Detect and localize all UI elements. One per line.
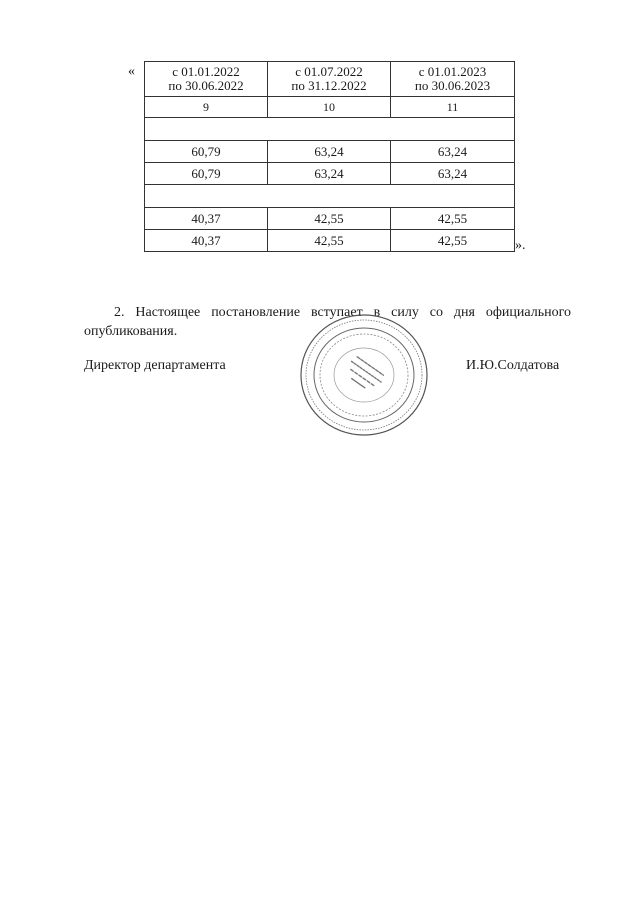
section-separator-row bbox=[145, 118, 515, 141]
closing-quote: ». bbox=[515, 238, 526, 253]
table-row bbox=[145, 208, 515, 230]
value-cell: 60,79 bbox=[145, 141, 268, 163]
column-number: 10 bbox=[268, 97, 391, 118]
separator-cell bbox=[145, 185, 515, 208]
value-cell: 42,55 bbox=[268, 208, 391, 230]
opening-quote: « bbox=[128, 64, 135, 79]
column-number: 11 bbox=[391, 97, 515, 118]
effective-date-paragraph: 2. Настоящее постановление вступает в силу со дня официального опубликования. bbox=[84, 305, 571, 339]
signer-name: И.Ю.Солдатова bbox=[466, 358, 560, 373]
value-cell: 40,37 bbox=[145, 230, 268, 252]
header-cell: с 01.07.2022 по 31.12.2022 bbox=[268, 62, 391, 97]
table-row bbox=[145, 141, 515, 163]
value-cell: 63,24 bbox=[268, 163, 391, 185]
tariff-table bbox=[144, 61, 515, 252]
value-cell: 63,24 bbox=[268, 141, 391, 163]
value-cell: 63,24 bbox=[391, 141, 515, 163]
value-cell: 42,55 bbox=[391, 230, 515, 252]
table-row bbox=[145, 163, 515, 185]
value-cell: 42,55 bbox=[391, 208, 515, 230]
value-cell: 60,79 bbox=[145, 163, 268, 185]
value-cell: 63,24 bbox=[391, 163, 515, 185]
section-separator-row bbox=[145, 185, 515, 208]
table-row bbox=[145, 230, 515, 252]
column-number: 9 bbox=[145, 97, 268, 118]
official-seal-stamp bbox=[298, 312, 430, 438]
column-number-row bbox=[145, 97, 515, 118]
signer-title: Директор департамента bbox=[84, 358, 226, 373]
header-cell: с 01.01.2022 по 30.06.2022 bbox=[145, 62, 268, 97]
header-cell: с 01.01.2023 по 30.06.2023 bbox=[391, 62, 515, 97]
header-row bbox=[145, 62, 515, 97]
value-cell: 40,37 bbox=[145, 208, 268, 230]
value-cell: 42,55 bbox=[268, 230, 391, 252]
separator-cell bbox=[145, 118, 515, 141]
